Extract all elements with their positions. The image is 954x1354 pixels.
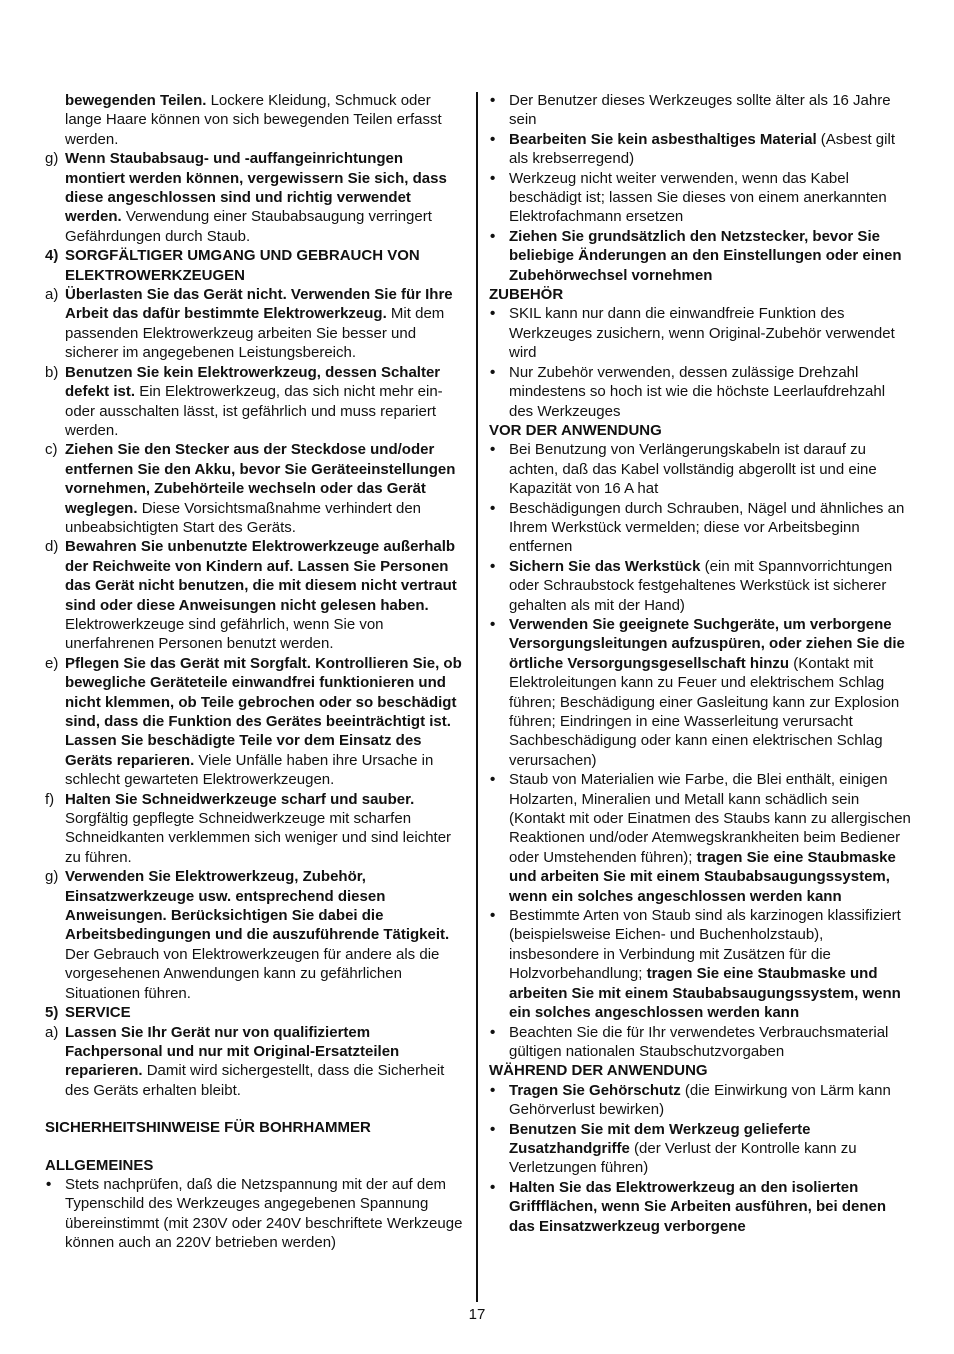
list-item: • Sichern Sie das Werkstück (ein mit Spannvorrichtungen oder Schraubstock festgehaltenes Werkstück ist sicherer gehalten als mit der Hand): [490, 557, 893, 614]
item-d-children: d) Bewahren Sie unbenutzte Elektrowerkzeuge außerhalb der Reichweite von Kindern auf. Lassen Sie Personen das Gerät nicht benutzen, die mit diesem nicht vertraut sind oder diese Anweisungen nicht gelesen haben. Elektrowerkzeuge sind gefährlich, wenn Sie von unerfahrenen Personen benutzt werden.: [45, 538, 457, 653]
section-5-heading: 5) SERVICE: [45, 1004, 131, 1022]
item-b-switch: b) Benutzen Sie kein Elektrowerkzeug, dessen Schalter defekt ist. Ein Elektrowerkzeug, das sich nicht mehr ein- oder ausschalten lässt, ist gefährlich und muss repariert werden.: [45, 363, 443, 439]
list-item: • Bestimmte Arten von Staub sind als karzinogen klassifiziert (beispielsweise Eichen- und Buchenholzstaub), insbesondere in Verbindung mit Zusätzen für die Holzvorbehandlung; tragen Sie eine Staubmaske und arbeiten Sie mit einem Staubabsaugungssystem, wenn ein solches angeschlossen werden kann: [490, 907, 901, 1022]
allgemeines-heading: ALLGEMEINES: [45, 1156, 154, 1174]
section-4-heading: 4) SORGFÄLTIGER UMGANG UND GEBRAUCH VON ELEKTROWERKZEUGEN: [45, 247, 420, 284]
list-item: • Tragen Sie Gehörschutz (die Einwirkung von Lärm kann Gehörverlust bewirken): [490, 1081, 891, 1119]
list-item: • Der Benutzer dieses Werkzeuges sollte älter als 16 Jahre sein: [490, 92, 891, 129]
left-column: [45, 91, 467, 1253]
list-item: • SKIL kann nur dann die einwandfreie Funktion des Werkzeuges zusichern, wenn Original-Zubehör verwendet wird: [490, 305, 895, 362]
vor-der-anwendung-heading: VOR DER ANWENDUNG: [489, 421, 662, 439]
list-item: • Benutzen Sie mit dem Werkzeug gelieferte Zusatzhandgriffe (der Verlust der Kontrolle kann zu Verletzungen führen): [490, 1120, 857, 1177]
list-item: • Stets nachprüfen, daß die Netzspannung mit der auf dem Typenschild des Werkzeuges angegebenen Spannung übereinstimmt (mit 230V oder 240V beschriftete Werkzeuge können auch an 220V betrieben werden): [46, 1175, 463, 1252]
item-g-usage: g) Verwenden Sie Elektrowerkzeug, Zubehör, Einsatzwerkzeuge usw. entsprechend diesen Anweisungen. Berücksichtigen Sie dabei die Arbeitsbedingungen und die auszuführende Tätigkeit. Der Gebrauch von Elektrowerkzeugen für andere als die vorgesehenen Anwendungen kann zu gefährlichen Situationen führen.: [45, 868, 450, 1002]
column-divider: [476, 92, 478, 1302]
item-a-overload: a) Überlasten Sie das Gerät nicht. Verwenden Sie für Ihre Arbeit das dafür bestimmte Elektrowerkzeug. Mit dem passenden Elektrowerkzeug arbeiten Sie besser und sicherer im angegebenen Leistungsbereich.: [45, 286, 453, 362]
right-column: [489, 91, 911, 1236]
list-item: • Beschädigungen durch Schrauben, Nägel und ähnliches an Ihrem Werkstück vermelden; diese vor Arbeitsbeginn entfernen: [490, 499, 905, 556]
list-item: • Beachten Sie die für Ihr verwendetes Verbrauchsmaterial gültigen nationalen Staubschutzvorgaben: [490, 1023, 889, 1060]
list-item: • Ziehen Sie grundsätzlich den Netzstecker, bevor Sie beliebige Änderungen an den Einstellungen oder einen Zubehörwechsel vornehmen: [490, 227, 902, 284]
section-title: SICHERHEITSHINWEISE FÜR BOHRHAMMER: [45, 1119, 371, 1137]
list-item: • Bearbeiten Sie kein asbesthaltiges Material (Asbest gilt als krebserregend): [490, 130, 895, 168]
list-item: • Staub von Materialien wie Farbe, die Blei enthält, einigen Holzarten, Mineralien und Metall kann schädlich sein (Kontakt mit oder Einatmen des Staubs kann zu allergischen Reaktionen und/oder Atemwegskrankheiten beim Bediener oder Umstehenden führen); tragen Sie eine Staubmaske und arbeiten Sie mit einem Staubabsaugungssystem, wenn ein solches angeschlossen werden kann: [490, 771, 911, 905]
waehrend-der-anwendung-heading: WÄHREND DER ANWENDUNG: [489, 1062, 708, 1080]
paragraph-continuation: bewegenden Teilen. Lockere Kleidung, Schmuck oder lange Haare können von sich bewegenden Teilen erfasst werden.: [65, 92, 442, 148]
list-item: • Nur Zubehör verwenden, dessen zulässige Drehzahl mindestens so hoch ist wie die höchste Leerlaufdrehzahl des Werkzeuges: [490, 363, 886, 420]
list-item: • Verwenden Sie geeignete Suchgeräte, um verborgene Versorgungsleitungen aufzuspüren, oder ziehen Sie die örtliche Versorgungsgesellschaft hinzu (Kontakt mit Elektroleitungen kann zu Feuer und elektrischem Schlag führen; Beschädigung einer Gasleitung kann zur Explosion führen; Eindringen in eine Wasserleitung verursacht Sachbeschädigung oder kann einen elektrischen Schlag verursachen): [490, 615, 905, 769]
item-e-maintenance: e) Pflegen Sie das Gerät mit Sorgfalt. Kontrollieren Sie, ob bewegliche Geräteteile einwandfrei funktionieren und nicht klemmen, ob Teile gebrochen oder so beschädigt sind, dass die Funktion des Gerätes beeinträchtigt ist. Lassen Sie beschädigte Teile vor dem Einsatz des Geräts reparieren. Viele Unfälle haben ihre Ursache in schlecht gewarteten Elektrowerkzeugen.: [45, 654, 462, 789]
list-item: • Werkzeug nicht weiter verwenden, wenn das Kabel beschädigt ist; lassen Sie dieses von einem anerkannten Elektrofachmann ersetzen: [490, 169, 887, 226]
page-number: 17: [468, 1306, 486, 1323]
item-c-plug: c) Ziehen Sie den Stecker aus der Steckdose und/oder entfernen Sie den Akku, bevor Sie Geräteeinstellungen vornehmen, Zubehörteile wechseln oder das Gerät weglegen. Diese Vorsichtsmaßnahme verhindert den unbeabsichtigten Start des Geräts.: [45, 441, 456, 536]
item-a-service: a) Lassen Sie Ihr Gerät nur von qualifiziertem Fachpersonal und nur mit Original-Ersatzteilen reparieren. Damit wird sichergestellt, dass die Sicherheit des Geräts erhalten bleibt.: [45, 1023, 445, 1099]
item-f-cutting-tools: f) Halten Sie Schneidwerkzeuge scharf und sauber. Sorgfältig gepflegte Schneidwerkzeuge mit scharfen Schneidkanten verklemmen sich weniger und sind leichter zu führen.: [45, 790, 452, 866]
list-item: • Bei Benutzung von Verlängerungskabeln ist darauf zu achten, daß das Kabel vollständig abgerollt ist und eine Kapazität von 16 A hat: [490, 441, 877, 498]
item-g-dust: g) Wenn Staubabsaug- und -auffangeinrichtungen montiert werden können, vergewissern Sie sich, dass diese angeschlossen sind und richtig verwendet werden. Verwendung einer Staubabsaugung verringert Gefährdungen durch Staub.: [45, 150, 447, 245]
list-item: • Halten Sie das Elektrowerkzeug an den isolierten Griffflächen, wenn Sie Arbeiten ausführen, bei denen das Einsatzwerkzeug verborgene: [490, 1178, 887, 1235]
zubehoer-heading: ZUBEHÖR: [489, 286, 564, 304]
